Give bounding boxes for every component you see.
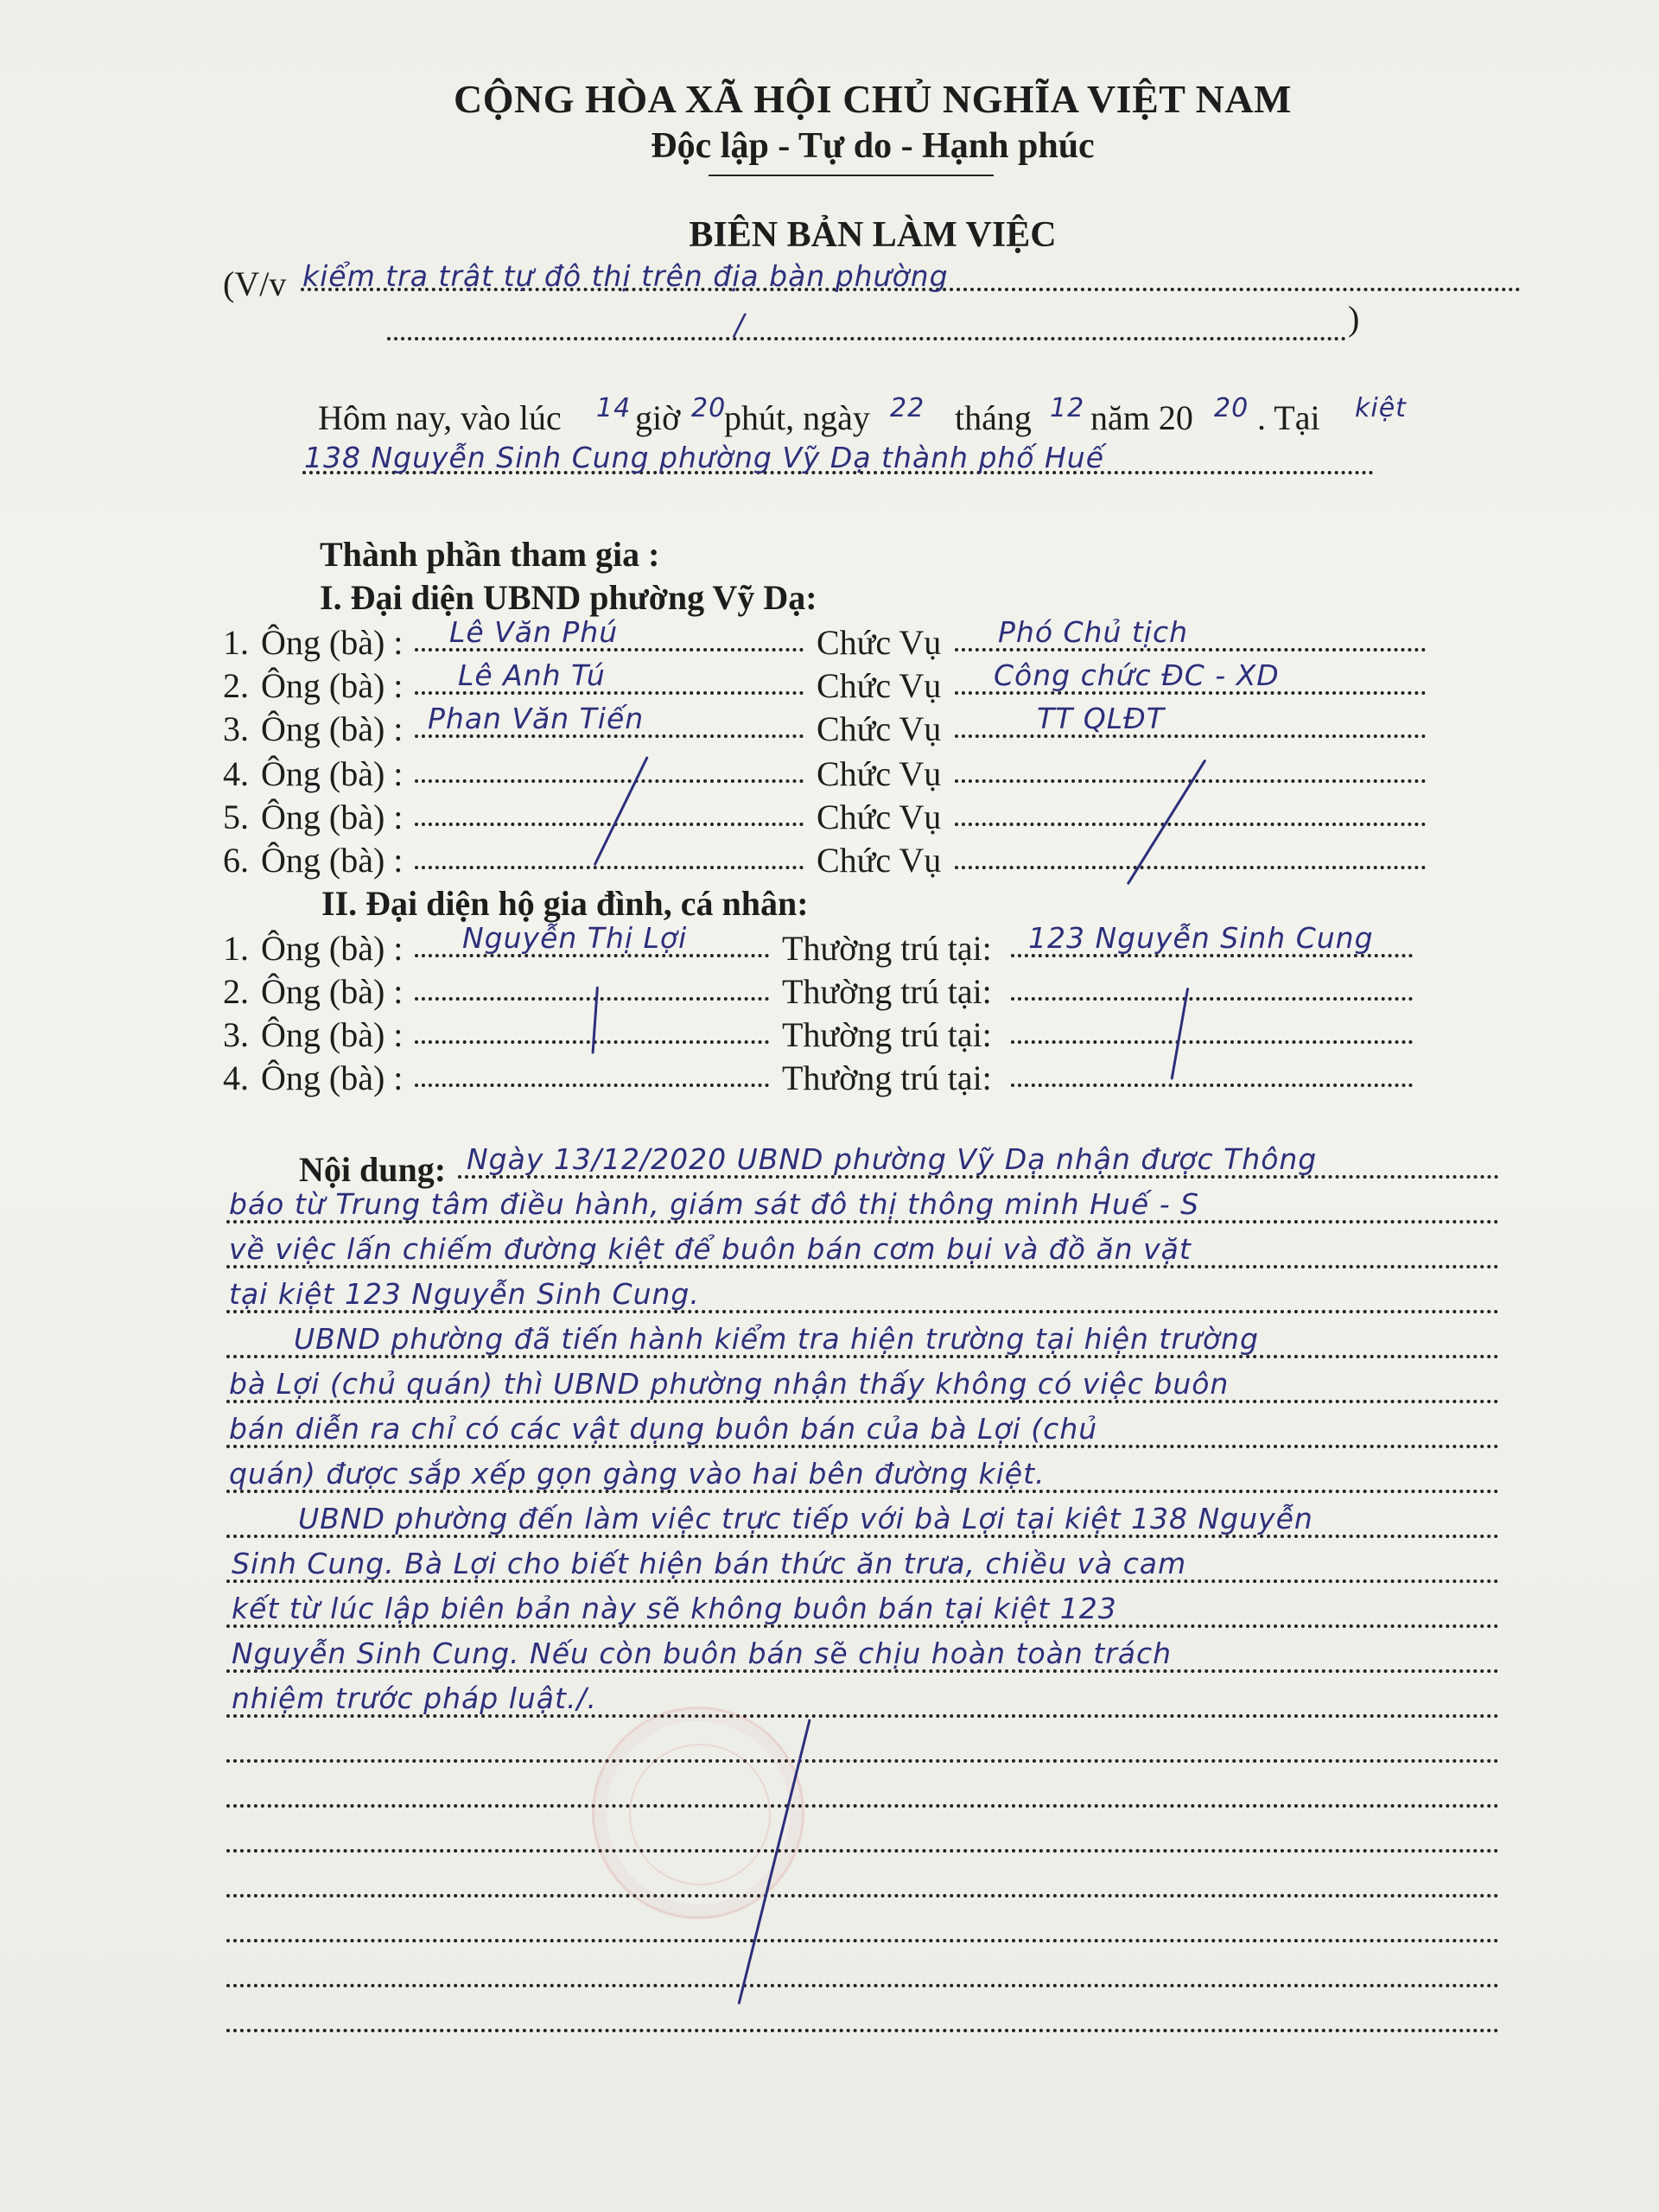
empty-name-slash	[594, 756, 649, 866]
person-name: Phan Văn Tiến	[428, 702, 645, 735]
content-line: tại kiệt 123 Nguyễn Sinh Cung.	[229, 1277, 700, 1311]
residence-dotted-line	[1011, 1084, 1413, 1087]
person-name: Lê Văn Phú	[449, 615, 619, 649]
name-dotted-line	[415, 1084, 769, 1087]
content-line: báo từ Trung tâm điều hành, giám sát đô thị thông minh Huế - S	[229, 1187, 1200, 1221]
position-label: Chức Vụ	[817, 798, 942, 836]
content-dotted-line	[226, 1804, 1499, 1808]
position-dotted-line	[955, 866, 1426, 869]
position-dotted-line	[955, 734, 1426, 738]
meeting-text-4: tháng	[955, 398, 1032, 437]
person-position: Công chức ĐC - XD	[994, 658, 1280, 692]
person-label: Ông (bà) :	[261, 929, 404, 968]
content-line: Nguyễn Sinh Cung. Nếu còn buôn bán sẽ chịu hoàn toàn trách	[232, 1637, 1173, 1670]
meeting-location-start: kiệt	[1355, 393, 1407, 423]
motto: Độc lập - Tự do - Hạnh phúc	[651, 126, 1095, 166]
content-line: về việc lấn chiếm đường kiệt để buôn bán cơm bụi và đồ ăn vặt	[229, 1232, 1192, 1266]
motto-underline	[709, 175, 994, 176]
residence-dotted-line	[1011, 997, 1413, 1001]
meeting-text-6: . Tại	[1257, 398, 1320, 437]
content-dotted-line	[226, 2029, 1499, 2032]
meeting-minute: 20	[691, 393, 727, 423]
content-line: bán diễn ra chỉ có các vật dụng buôn bán của bà Lợi (chủ	[229, 1412, 1098, 1446]
content-line: UBND phường đến làm việc trực tiếp với bà Lợi tại kiệt 138 Nguyễn	[298, 1502, 1313, 1535]
residence-dotted-line	[1011, 1040, 1413, 1044]
row-number: 3.	[223, 1015, 249, 1054]
content-line: Ngày 13/12/2020 UBND phường Vỹ Dạ nhận được Thông	[467, 1142, 1318, 1176]
content-dotted-line	[226, 1849, 1499, 1853]
meeting-location-line2: 138 Nguyễn Sinh Cung phường Vỹ Dạ thành phố Huế	[304, 441, 1105, 474]
person-label: Ông (bà) :	[261, 623, 404, 662]
content-line: bà Lợi (chủ quán) thì UBND phường nhận thấy không có việc buôn	[229, 1367, 1230, 1401]
row-number: 1.	[223, 929, 249, 968]
row-number: 6.	[223, 841, 249, 880]
person-label: Ông (bà) :	[261, 1015, 404, 1054]
row-number: 1.	[223, 623, 249, 662]
person-name: Lê Anh Tú	[458, 658, 606, 692]
meeting-text-1: Hôm nay, vào lúc	[318, 398, 562, 437]
content-dotted-line	[226, 1759, 1499, 1763]
residence-label: Thường trú tại:	[782, 1015, 992, 1054]
meeting-text-3: phút, ngày	[724, 398, 870, 437]
person-label: Ông (bà) :	[261, 754, 404, 793]
content-line: kết từ lúc lập biên bản này sẽ không buôn bán tại kiệt 123	[232, 1592, 1117, 1625]
position-dotted-line	[955, 823, 1426, 826]
meeting-text-5: năm 20	[1090, 398, 1193, 437]
person-position: TT QLĐT	[1037, 702, 1165, 735]
row-number: 3.	[223, 709, 249, 748]
person-label: Ông (bà) :	[261, 972, 404, 1011]
empty-residence-slash	[1171, 988, 1190, 1080]
meeting-month: 12	[1050, 393, 1085, 423]
row-number: 2.	[223, 666, 249, 705]
position-label: Chức Vụ	[817, 666, 942, 705]
row-number: 4.	[223, 754, 249, 793]
residence-label: Thường trú tại:	[782, 1058, 992, 1097]
content-line: UBND phường đã tiến hành kiểm tra hiện trường tại hiện trường	[294, 1322, 1259, 1356]
position-label: Chức Vụ	[817, 841, 942, 880]
content-label: Nội dung:	[299, 1150, 447, 1189]
residence-label: Thường trú tại:	[782, 972, 992, 1011]
meeting-year: 20	[1214, 393, 1249, 423]
national-title: CỘNG HÒA XÃ HỘI CHỦ NGHĨA VIỆT NAM	[454, 77, 1292, 121]
content-dotted-line	[226, 1894, 1499, 1897]
content-line: quán) được sắp xếp gọn gàng vào hai bên đường kiệt.	[229, 1457, 1046, 1491]
position-label: Chức Vụ	[817, 754, 942, 793]
person-label: Ông (bà) :	[261, 666, 404, 705]
residence-label: Thường trú tại:	[782, 929, 992, 968]
person-label: Ông (bà) :	[261, 798, 404, 836]
group2-title: II. Đại diện hộ gia đình, cá nhân:	[321, 884, 809, 923]
person-label: Ông (bà) :	[261, 709, 404, 748]
subject-dotted-line-2	[387, 337, 1346, 340]
name-dotted-line	[415, 823, 804, 826]
document-title: BIÊN BẢN LÀM VIỆC	[689, 215, 1057, 255]
row-number: 4.	[223, 1058, 249, 1097]
person-name: Nguyễn Thị Lợi	[462, 921, 688, 955]
subject-line2-mark: /	[734, 308, 746, 341]
group1-title: I. Đại diện UBND phường Vỹ Dạ:	[320, 578, 817, 617]
subject-close: )	[1348, 299, 1360, 338]
name-dotted-line	[415, 866, 804, 869]
content-dotted-line	[226, 1984, 1499, 1987]
person-residence: 123 Nguyễn Sinh Cung	[1028, 921, 1374, 955]
meeting-day: 22	[890, 393, 925, 423]
name-dotted-line	[415, 779, 804, 783]
participants-heading: Thành phần tham gia :	[320, 535, 660, 574]
row-number: 5.	[223, 798, 249, 836]
content-dotted-line	[226, 1939, 1499, 1942]
position-label: Chức Vụ	[817, 709, 942, 748]
position-label: Chức Vụ	[817, 623, 942, 662]
row-number: 2.	[223, 972, 249, 1011]
person-label: Ông (bà) :	[261, 841, 404, 880]
person-label: Ông (bà) :	[261, 1058, 404, 1097]
subject-handwritten: kiểm tra trật tự đô thị trên địa bàn phường	[302, 259, 949, 293]
meeting-hour: 14	[596, 393, 632, 423]
name-dotted-line	[415, 997, 769, 1001]
content-line: nhiệm trước pháp luật./.	[232, 1681, 598, 1715]
faded-stamp	[592, 1707, 804, 1919]
content-line: Sinh Cung. Bà Lợi cho biết hiện bán thức ăn trưa, chiều và cam	[232, 1547, 1187, 1580]
subject-prefix: (V/v	[223, 264, 287, 303]
person-position: Phó Chủ tịch	[998, 615, 1189, 649]
meeting-text-2: giờ	[635, 398, 681, 437]
